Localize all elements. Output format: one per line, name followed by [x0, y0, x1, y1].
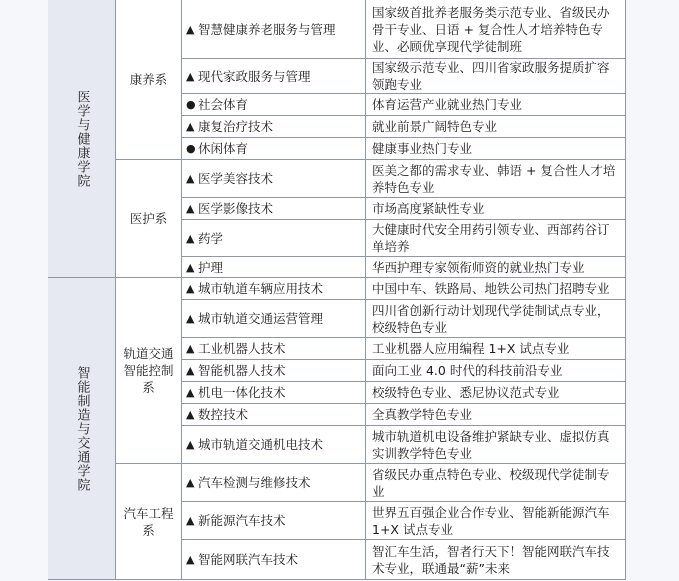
major-description-cell: [366, 138, 626, 160]
major-description: 工业机器人应用编程 1+X 试点专业: [372, 341, 570, 356]
major-description-cell: [366, 338, 626, 360]
department-cell: [116, 0, 182, 160]
major-mark-icon: ▲: [186, 476, 195, 489]
major-description: 中国中车、铁路局、地铁公司热门招聘专业: [372, 281, 610, 296]
major-name: 城市轨道交通机电技术: [198, 437, 324, 452]
major-description-cell: [366, 198, 626, 220]
major-cell: [182, 540, 366, 580]
major-name: 智能网联汽车技术: [198, 552, 299, 567]
major-mark-icon: ▲: [186, 312, 195, 325]
major-mark-icon: ●: [186, 98, 196, 111]
department-name: 汽车工程系: [123, 505, 174, 538]
major-cell: [182, 198, 366, 220]
major-name: 休闲体育: [198, 141, 249, 156]
major-description-cell: [366, 360, 626, 382]
major-mark-icon: ▲: [186, 386, 195, 399]
college-name: 智能制造与交通学院: [74, 365, 90, 492]
major-name: 城市轨道交通运营管理: [198, 311, 324, 326]
major-mark-icon: ▲: [186, 514, 195, 527]
college-name: 医学与健康学院: [74, 89, 90, 188]
major-description: 城市轨道机电设备维护紧缺专业、虚拟仿真实训教学特色专业: [372, 428, 610, 461]
major-description-cell: [366, 94, 626, 116]
major-description: 就业前景广阔特色专业: [372, 119, 498, 134]
major-name: 机电一体化技术: [198, 385, 286, 400]
major-cell: [182, 338, 366, 360]
major-description-cell: [366, 540, 626, 580]
department-cell: [116, 278, 182, 464]
major-cell: [182, 257, 366, 278]
major-mark-icon: ▲: [186, 22, 195, 36]
major-mark-icon: ▲: [186, 202, 195, 215]
major-description: 市场高度紧缺性专业: [372, 201, 485, 216]
major-cell: [182, 160, 366, 198]
major-name: 城市轨道车辆应用技术: [198, 281, 324, 296]
major-mark-icon: ▲: [186, 364, 195, 377]
major-description-cell: [366, 220, 626, 257]
major-cell: [182, 0, 366, 59]
major-mark-icon: ▲: [186, 342, 195, 355]
college-cell: [48, 278, 116, 580]
major-description-cell: [366, 426, 626, 464]
major-name: 数控技术: [198, 407, 249, 422]
college-cell: [48, 0, 116, 278]
major-description: 大健康时代安全用药引领专业、西部药谷订单培养: [372, 222, 610, 254]
major-mark-icon: ▲: [186, 282, 195, 295]
major-description: 全真教学特色专业: [372, 407, 473, 422]
major-description-cell: [366, 502, 626, 540]
major-description: 智汇车生活，智者行天下！智能网联汽车技术专业，联通最“薪”未来: [372, 543, 610, 576]
major-description-cell: [366, 257, 626, 278]
major-mark-icon: ▲: [186, 553, 195, 566]
major-description-cell: [366, 0, 626, 59]
major-cell: [182, 426, 366, 464]
major-mark-icon: ●: [186, 142, 196, 155]
major-name: 医学影像技术: [198, 201, 274, 216]
major-description: 国家级示范专业、四川省家政服务提质扩容领跑专业: [372, 60, 610, 92]
major-cell: [182, 502, 366, 540]
major-mark-icon: ▲: [186, 69, 195, 83]
major-description-cell: [366, 464, 626, 502]
major-description: 面向工业 4.0 时代的科技前沿专业: [372, 363, 563, 378]
major-cell: [182, 220, 366, 257]
major-name: 智慧健康养老服务与管理: [198, 21, 336, 37]
department-cell: [116, 464, 182, 580]
major-description: 世界五百强企业合作专业、智能新能源汽车 1+X 试点专业: [372, 504, 610, 537]
major-mark-icon: ▲: [186, 120, 195, 133]
department-name: 医护系: [129, 211, 168, 226]
major-description-cell: [366, 278, 626, 300]
major-cell: [182, 59, 366, 94]
major-cell: [182, 116, 366, 138]
major-description: 医美之都的需求专业、韩语 + 复合性人才培养特色专业: [372, 162, 616, 195]
major-cell: [182, 94, 366, 116]
major-description: 省级民办重点特色专业、校级现代学徒制专业: [372, 466, 610, 499]
major-description: 四川省创新行动计划现代学徒制试点专业，校级特色专业: [372, 302, 610, 335]
major-name: 药学: [198, 230, 224, 246]
department-name: 康养系: [129, 72, 168, 87]
major-cell: [182, 382, 366, 404]
major-cell: [182, 300, 366, 338]
major-description: 健康事业热门专业: [372, 141, 473, 156]
major-mark-icon: ▲: [186, 231, 195, 245]
major-description-cell: [366, 300, 626, 338]
department-cell: [116, 160, 182, 278]
major-name: 康复治疗技术: [198, 119, 274, 134]
major-name: 智能机器人技术: [198, 363, 286, 378]
major-description-cell: [366, 160, 626, 198]
major-description: 华西护理专家领衔师资的就业热门专业: [372, 259, 585, 275]
major-description-cell: [366, 59, 626, 94]
major-description: 校级特色专业、悉尼协议范式专业: [372, 385, 560, 400]
major-description-cell: [366, 382, 626, 404]
major-cell: [182, 278, 366, 300]
major-description-cell: [366, 116, 626, 138]
major-mark-icon: ▲: [186, 260, 195, 274]
major-cell: [182, 404, 366, 426]
major-mark-icon: ▲: [186, 438, 195, 451]
major-cell: [182, 360, 366, 382]
major-name: 汽车检测与维修技术: [198, 475, 311, 490]
major-description-cell: [366, 404, 626, 426]
major-name: 现代家政服务与管理: [198, 68, 311, 84]
major-description: 国家级首批养老服务类示范专业、省级民办骨干专业、日语 + 复合性人才培养特色专业、必顾优享现代学徒制班: [372, 4, 610, 54]
major-cell: [182, 138, 366, 160]
major-name: 医学美容技术: [198, 171, 274, 186]
major-name: 工业机器人技术: [198, 341, 286, 356]
major-mark-icon: ▲: [186, 408, 195, 421]
major-mark-icon: ▲: [186, 172, 195, 185]
major-cell: [182, 464, 366, 502]
major-description: 体育运营产业就业热门专业: [372, 97, 523, 112]
major-name: 新能源汽车技术: [198, 513, 286, 528]
department-name: 轨道交通智能控制系: [123, 346, 174, 395]
major-name: 社会体育: [198, 97, 249, 112]
major-name: 护理: [198, 259, 224, 275]
